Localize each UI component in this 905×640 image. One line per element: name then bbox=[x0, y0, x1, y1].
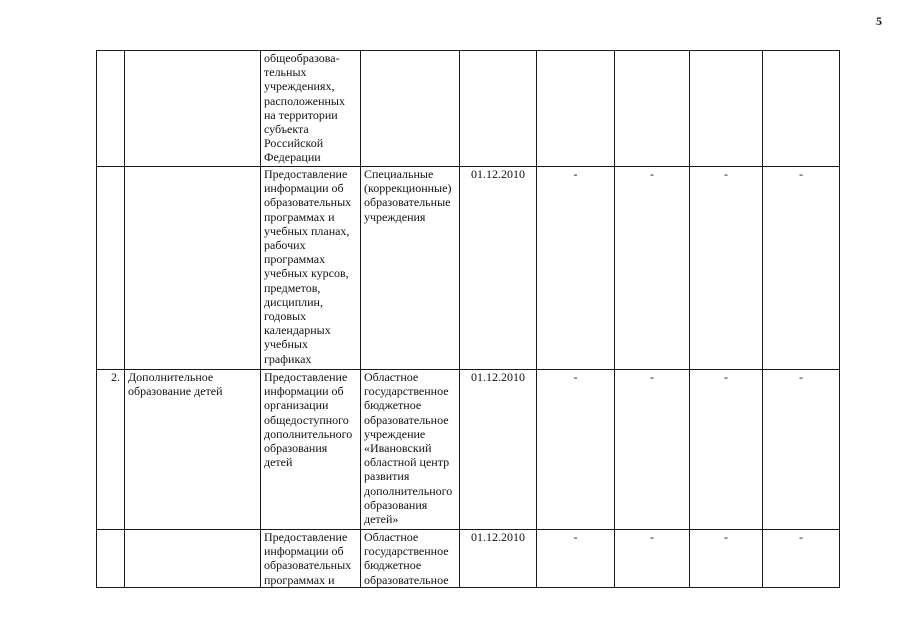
service-cell: Предоставление информации об образовательных программах и учебных планах, рабочих программах учебных курсов, предметов, дисциплин, годовых календарных учебных графиках bbox=[261, 167, 361, 370]
value-cell: - bbox=[763, 370, 840, 530]
table-row bbox=[97, 530, 840, 588]
service-cell: Предоставление информации об организации общедоступного дополнительного образования детей bbox=[261, 370, 361, 530]
date-cell bbox=[460, 51, 537, 167]
services-table bbox=[96, 50, 840, 588]
value-cell: - bbox=[615, 530, 690, 588]
date-cell: 01.12.2010 bbox=[460, 530, 537, 588]
value-cell bbox=[615, 51, 690, 167]
provider-cell: Областное государственное бюджетное образовательное учреждение «Ивановский областной центр развития дополнительного образования детей» bbox=[361, 370, 460, 530]
value-cell: - bbox=[690, 370, 763, 530]
table-row bbox=[97, 167, 840, 370]
row-number-cell bbox=[97, 167, 125, 370]
area-cell: Дополнительное образование детей bbox=[125, 370, 261, 530]
value-cell bbox=[537, 51, 615, 167]
table-row bbox=[97, 51, 840, 167]
value-cell bbox=[763, 51, 840, 167]
area-cell bbox=[125, 51, 261, 167]
value-cell: - bbox=[690, 530, 763, 588]
value-cell bbox=[690, 51, 763, 167]
area-cell bbox=[125, 530, 261, 588]
value-cell: - bbox=[763, 530, 840, 588]
value-cell: - bbox=[615, 370, 690, 530]
value-cell: - bbox=[615, 167, 690, 370]
value-cell: - bbox=[763, 167, 840, 370]
row-number-cell: 2. bbox=[97, 370, 125, 530]
page-number: 5 bbox=[876, 14, 882, 28]
value-cell: - bbox=[537, 530, 615, 588]
provider-cell bbox=[361, 51, 460, 167]
provider-cell: Областное государственное бюджетное образовательное bbox=[361, 530, 460, 588]
area-cell bbox=[125, 167, 261, 370]
value-cell: - bbox=[537, 370, 615, 530]
row-number-cell bbox=[97, 530, 125, 588]
date-cell: 01.12.2010 bbox=[460, 370, 537, 530]
value-cell: - bbox=[690, 167, 763, 370]
date-cell: 01.12.2010 bbox=[460, 167, 537, 370]
service-cell: Предоставление информации об образовательных программах и bbox=[261, 530, 361, 588]
value-cell: - bbox=[537, 167, 615, 370]
provider-cell: Специальные (коррекционные) образовательные учреждения bbox=[361, 167, 460, 370]
row-number-cell bbox=[97, 51, 125, 167]
table-row bbox=[97, 370, 840, 530]
service-cell: общеобразова- тельных учреждениях, расположенных на территории субъекта Российской Федерации bbox=[261, 51, 361, 167]
